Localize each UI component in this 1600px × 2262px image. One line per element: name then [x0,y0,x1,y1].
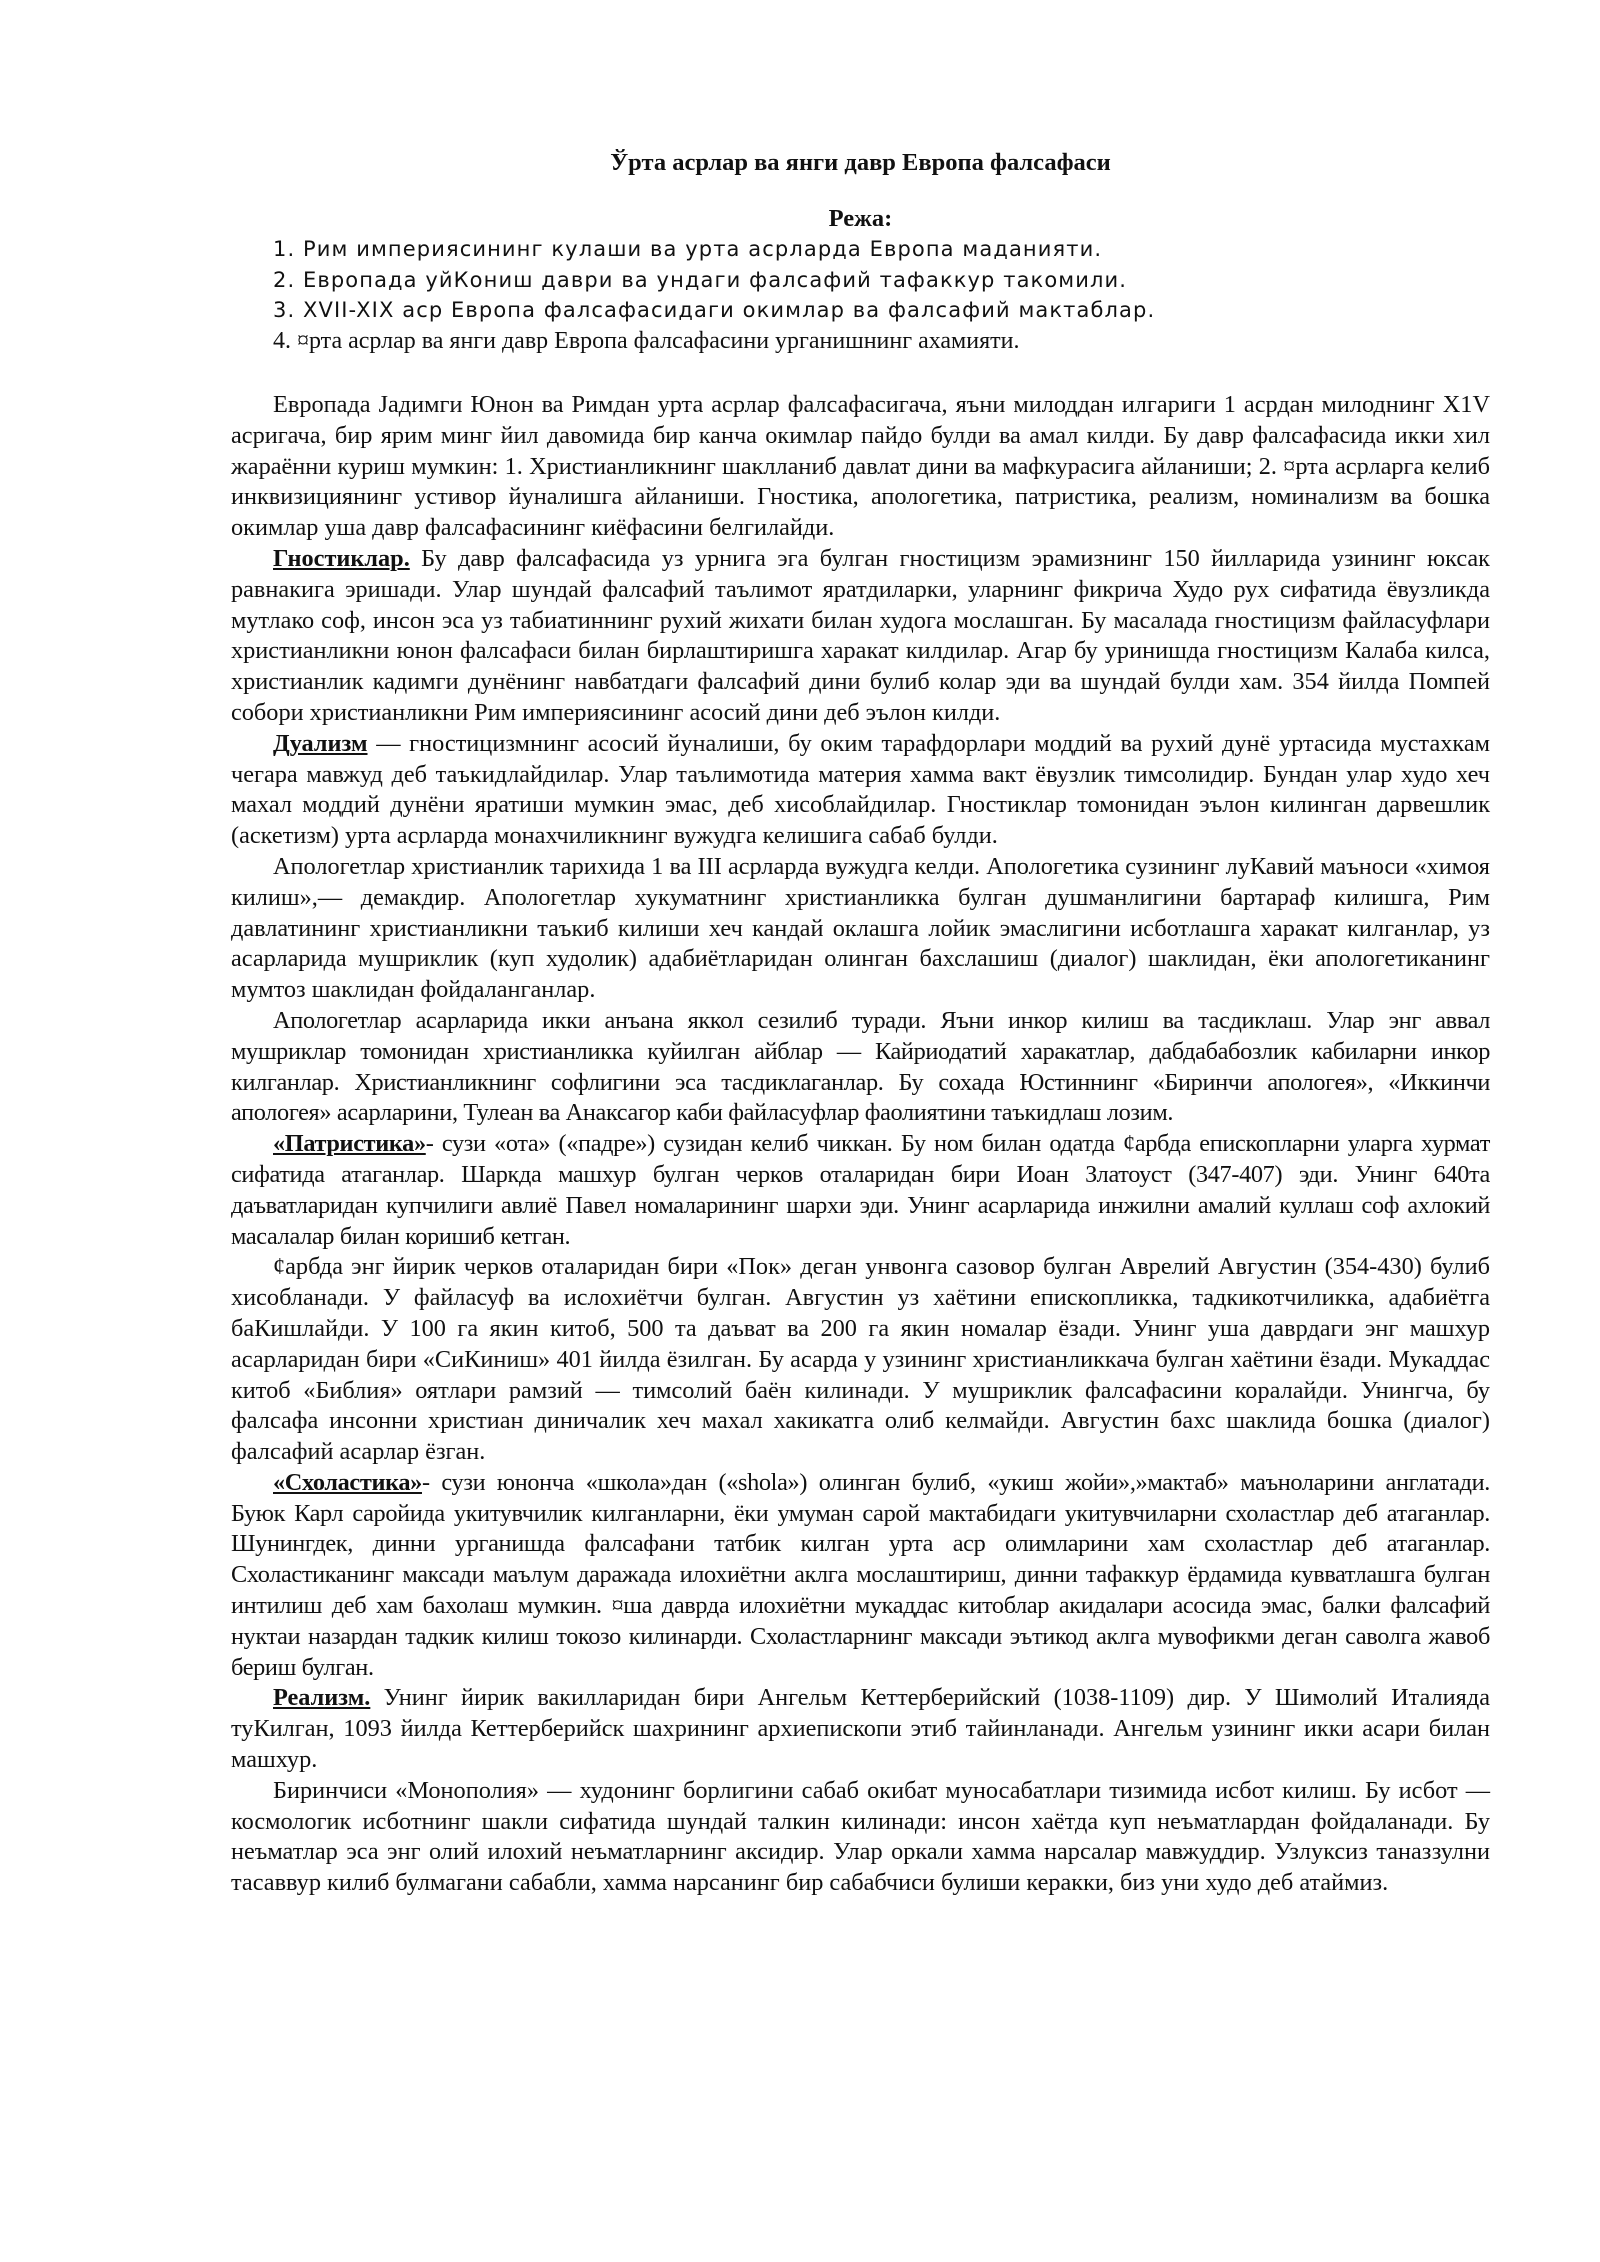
paragraph-apologetics [231,852,1490,1006]
paragraph-text: Апологетлар христианлик тарихида 1 ва III асрларда вужудга келди. Апологетика сузининг луКавий маъноси «химоя килиш»,— демакдир. Апологетлар хукуматнинг христианликка булган душманлигини бартараф килишга, Рим давлатининг христианликни таъкиб килиши хеч кандай оклашга лойик эмаслигини исботлашга харакат килганлар, уз асарларида мушриклик (куп худолик) адабиётларидан олинган бахслашиш (диалог) шаклидан, ёки апологетиканинг мумтоз шаклидан фойдаланганлар. [231,852,1490,1004]
paragraph-intro [231,390,1490,544]
plan-item: 1. Рим империясининг кулаши ва урта асрларда Европа маданияти. [273,237,1103,261]
document-title: Ўрта асрлар ва янги давр Европа фалсафаси [610,149,1111,176]
document-body [231,390,1490,1899]
paragraph-dualism [231,729,1490,852]
paragraph-text: ¢арбда энг йирик черков оталаридан бири «Пок» деган унвонга сазовор булган Аврелий Августин (354-430) булиб хисобланади. У файласуф ва ислохиётчи булган. Августин уз хаётини епископликка, тадкикотчиликка, адабиётга баКишлайди. У 100 га якин китоб, 500 та даъват ва 200 га якин номалар ёзади. Унинг уша даврдаги энг машхур асарларидан бири «СиКиниш» 401 йилда ёзилган. Бу асарда у узининг христианликкача булган хаётини ёзади. Мукаддас китоб «Библия» оятлари рамзий — тимсолий баён килинади. У мушриклик фалсафасини коралайди. Унингча, бу фалсафа инсонни христиан диничалик хеч махал хакикатга олиб келмайди. Августин бахс шаклида бошка (диалог) фалсафий асарлар ёзган. [231,1253,1490,1466]
term-heading: Реализм. [273,1684,371,1712]
term-heading: Дуализм [273,729,368,757]
term-heading: Гностиклар. [273,544,410,572]
paragraph-text: Европада Јадимги Юнон ва Римдан урта асрлар фалсафасигача, яъни милоддан илгариги 1 асрдан милоднинг X1V асригача, бир ярим минг йил давомида бир канча окимлар пайдо булди ва амал килди. Бу давр фалсафасида икки хил жараённи куриш мумкин: 1. Христианликнинг шаклланиб давлат дини ва мафкурасига айланиши; 2. ¤рта асрларга келиб инквизициянинг устивор йуналишга айланиши. Гностика, апологетика, патристика, реализм, номинализм ва бошка окимлар уша давр фалсафасининг киёфасини белгилайди. [231,391,1490,542]
paragraph-apologetics-traditions [231,1006,1490,1129]
paragraph-text: - сузи «ота» («падре») сузидан келиб чиккан. Бу ном билан одатда ¢арбда епископларни уларга хурмат сифатида атаганлар. Шаркда машхур булган черков оталаридан бири Иоан Златоуст (347-407) эди. Унинг 640та даъватларидан купчилиги авлиё Павел номаларининг шархи эди. Унинг асарларида инжилни амалий куллаш соф ахлокий масалалар билан коришиб кетган. [231,1130,1490,1250]
paragraph-patristics [231,1129,1490,1252]
document-page [231,148,1490,1899]
term-heading: «Патристика» [273,1130,426,1158]
plan-item: 3. XVII-XIX аср Европа фалсафасидаги окимлар ва фалсафий мактаблар. [273,298,1156,322]
paragraph-gnostics [231,544,1490,729]
plan-item: 2. Европада уйКониш даври ва ундаги фалсафий тафаккур такомили. [273,267,1128,292]
plan-item: 4. ¤рта асрлар ва янги давр Европа фалсафасини урганишнинг ахамияти. [273,327,1020,354]
paragraph-realism [231,1683,1490,1775]
paragraph-text: — гностицизмнинг асосий йуналиши, бу оким тарафдорлари моддий ва рухий дунё уртасида мустахкам чегара мавжуд деб таъкидлайдилар. Улар таълимотида материя хамма вакт ёвузлик тимсолидир. Бундан улар худо хеч махал моддий дунёни яратиши мумкин эмас, деб хисоблайдилар. Гностиклар томонидан эълон килинган дарвешлик (аскетизм) урта асрларда монахчиликнинг вужудга келишига сабаб булди. [231,729,1490,850]
paragraph-text: - сузи юнонча «школа»дан («shola») олинган булиб, «укиш жойи»,»мактаб» маъноларини англатади. Буюк Карл саройида укитувчилик килганларни, ёки умуман сарой мактабидаги укитувчиларни схоластлар деб атаганлар. Шунингдек, динни урганишда фалсафани татбик килган урта аср олимларини хам схоластлар деб атаганлар. Схоластиканинг максади маълум даражада илохиётни аклга мослаштириш, динни тафаккур ёрдамида кувватлашга булган интилиш деб хам бахолаш мумкин. ¤ша даврда илохиётни мукаддас китоблар акидалари асосида эмас, балки фалсафий нуктаи назардан тадкик килиш токозо килинарди. Схоластларнинг максади эътикод аклга мувофикми деган саволга жавоб бериш булган. [231,1468,1490,1681]
paragraph-augustine [231,1252,1490,1468]
paragraph-text: Унинг йирик вакилларидан бири Ангельм Кеттерберийский (1038-1109) дир. У Шимолий Италияда туКилган, 1093 йилда Кеттерберийск шахрининг архиепископи этиб тайинланади. Ангельм узининг икки асари билан машхур. [231,1684,1490,1774]
paragraph-text: Бу давр фалсафасида уз урнига эга булган гностицизм эрамизнинг 150 йилларида узининг юксак равнакига эришади. Улар шундай фалсафий таълимот яратдиларки, уларнинг фикрича Худо рух сифатида ёвузликда мутлако соф, инсон эса уз табиатиннинг рухий жихати билан худога мослашган. Бу масалада гностицизм файласуфлари христианликни юнон фалсафаси билан бирлаштиришга харакат килдилар. Агар бу уринишда гностицизм Калаба килса, христианлик кадимги дунёнинг навбатдаги фалсафий дини булиб колар эди ва шундай булди хам. 354 йилда Помпей собори христианликни Рим империясининг асосий дини деб эълон килди. [231,544,1490,726]
paragraph-text: Апологетлар асарларида икки анъана яккол сезилиб туради. Яъни инкор килиш ва тасдиклаш. Улар энг аввал мушриклар томонидан христианликка куйилган айблар — Кайриодатий харакатлар, дабдабабозлик кабиларни инкор килганлар. Христианликнинг софлигини эса тасдиклаганлар. Бу сохада Юстиннинг «Биринчи апологея», «Иккинчи апологея» асарларини, Тулеан ва Анаксагор каби файласуфлар фаолиятини таъкидлаш лозим. [231,1006,1490,1127]
term-heading: «Схоластика» [273,1468,422,1496]
paragraph-text: Биринчиси «Монополия» — худонинг борлигини сабаб окибат муносабатлари тизимида исбот килиш. Бу исбот — космологик исботнинг шакли сифатида шундай талкин килинади: инсон хаётда куп неъматлардан фойдаланади. Бу неъматлар эса энг олий илохий неъматларнинг аксидир. Улар оркали хамма нарсалар мавжуддир. Узлуксиз таназзулни тасаввур килиб булмагани сабабли, хамма нарсанинг бир сабабчиси булиши керакки, биз уни худо деб атаймиз. [231,1776,1490,1897]
plan-heading: Режа: [828,205,893,232]
paragraph-scholasticism [231,1468,1490,1684]
paragraph-monopolia [231,1776,1490,1899]
plan-list [231,234,1490,356]
